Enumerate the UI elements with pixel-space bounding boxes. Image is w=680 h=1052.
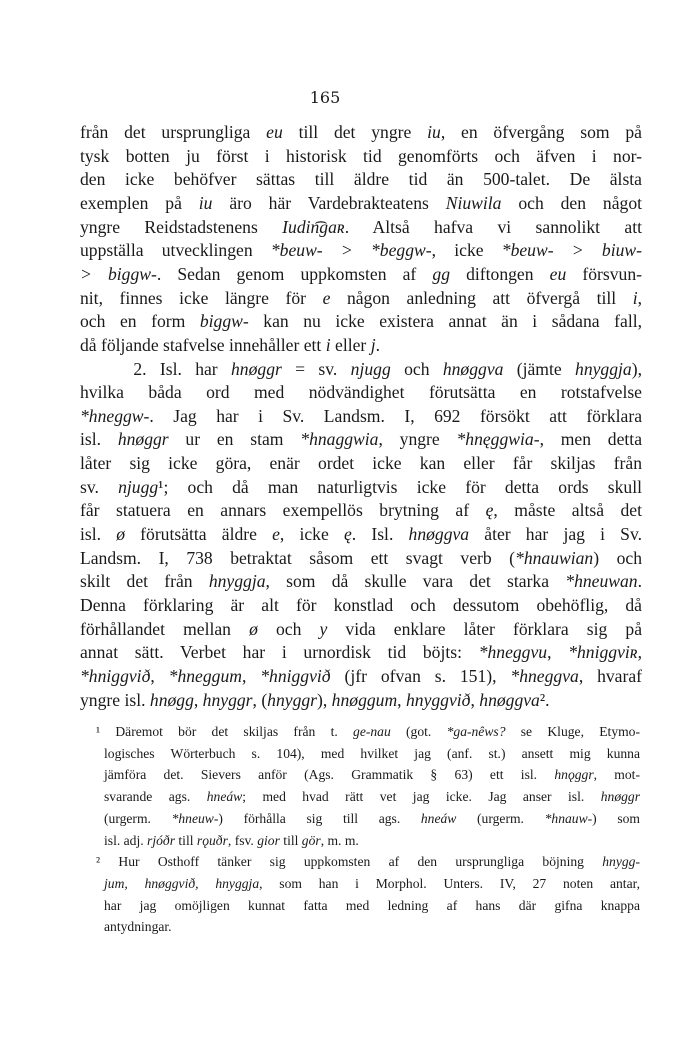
italic-text: hnøggva — [442, 358, 504, 379]
text-segment: 2. Isl. har — [80, 358, 231, 379]
text-segment: , som han i Morphol. Unters. IV, 27 noten antar, — [259, 875, 640, 891]
text-segment: = sv. — [281, 358, 351, 379]
italic-text: njugg — [350, 358, 391, 379]
text-segment: , men detta — [539, 429, 642, 450]
italic-text: j — [370, 334, 376, 355]
text-segment: eller — [330, 334, 371, 355]
text-segment: sv. — [80, 476, 119, 497]
text-segment: yngre Reidstadstenens — [80, 216, 283, 237]
text-segment: . Altså hafva vi sannolikt att — [344, 216, 643, 237]
italic-text: Niuwila — [445, 192, 502, 213]
italic-text: hneáw — [206, 789, 243, 805]
italic-text: hnǫggr — [554, 767, 594, 783]
italic-text: *hnauwian — [515, 547, 594, 568]
text-segment: skilt det från — [80, 571, 209, 592]
italic-text: *hniggvið — [260, 665, 331, 686]
italic-text: e — [272, 524, 280, 545]
italic-text: *hneggum — [168, 665, 242, 686]
text-line — [80, 146, 642, 167]
text-segment: hvilka båda ord med nödvändighet förutsätta en rotstafvelse — [80, 382, 642, 403]
text-segment: isl. adj. — [104, 832, 148, 848]
text-segment: se Kluge, Etymo- — [505, 724, 641, 739]
text-line — [80, 477, 642, 498]
italic-text: *hneggvu — [478, 642, 548, 663]
text-segment: . Isl. — [351, 524, 409, 545]
text-segment: och — [257, 618, 320, 639]
text-segment: , — [547, 642, 569, 663]
italic-text: *beuw- > *beggw- — [270, 240, 432, 261]
text-segment: , — [637, 287, 642, 308]
text-segment: . — [637, 571, 642, 592]
italic-text: i — [325, 334, 331, 355]
text-segment: jämföra det. Sievers anför (Ags. Grammatik § 63) ett isl. — [104, 767, 555, 783]
text-segment: , — [470, 689, 480, 710]
italic-text: i — [632, 287, 638, 308]
text-segment: till — [175, 832, 197, 848]
text-line — [80, 571, 642, 592]
italic-text: ę — [485, 500, 494, 521]
page-number: 165 — [309, 88, 341, 107]
text-segment: och — [390, 358, 443, 379]
footnote-line — [104, 767, 640, 783]
text-segment: tysk botten ju först i historisk tid genomförts och äfven i nor- — [80, 145, 642, 166]
text-segment: låter sig icke göra, enär ordet icke kan eller får skiljas från — [80, 453, 642, 474]
text-segment: ; med hvad rätt vet jag icke. Jag anser isl. — [242, 789, 601, 805]
text-segment: ur en stam — [168, 429, 301, 450]
italic-text: *hniggvið — [80, 665, 151, 686]
text-segment: . Jag har i Sv. Landsm. I, 692 försökt att förklara — [149, 405, 642, 426]
italic-text: *hnauw- — [544, 810, 593, 826]
italic-text: *hneggva — [510, 665, 579, 686]
text-line — [80, 288, 642, 309]
text-line — [80, 690, 642, 711]
text-segment: åter har jag i Sv. — [469, 524, 643, 545]
italic-text: njugg — [118, 476, 159, 497]
text-line — [80, 666, 642, 687]
text-line — [80, 169, 642, 190]
text-segment: och en form — [80, 311, 200, 332]
italic-text: *hneuw- — [171, 810, 219, 826]
text-segment: (got. — [390, 724, 447, 739]
footnote-line — [104, 876, 640, 892]
text-segment: diftongen — [449, 263, 550, 284]
italic-text: *beuw- > biuw- — [501, 240, 642, 261]
text-segment: isl. — [80, 429, 118, 450]
footnote-line — [96, 724, 640, 740]
text-segment: Denna förklaring är alt för konstlad och dessutom obehöflig, då — [80, 595, 642, 615]
italic-text: iu — [427, 122, 441, 142]
text-segment: äro här Vardebrakteatens — [212, 192, 446, 213]
text-line — [80, 524, 642, 545]
italic-text: eu — [549, 263, 567, 284]
italic-text: y — [319, 618, 328, 639]
text-segment: förutsätta äldre — [125, 524, 273, 545]
italic-text: rǫuðr — [196, 832, 228, 848]
text-segment: svarande ags. — [104, 789, 207, 805]
text-segment: då följande stafvelse innehåller ett — [80, 334, 326, 355]
text-segment: Landsm. I, 738 betraktat såsom ett svagt verb ( — [80, 547, 516, 568]
text-segment: , måste altså det — [493, 500, 642, 521]
text-segment: från det ursprungliga — [80, 122, 267, 142]
italic-text: eu — [266, 122, 283, 142]
text-segment: uppställa utvecklingen — [80, 240, 271, 261]
italic-text: ge-nau — [353, 724, 391, 739]
italic-text: gör — [301, 832, 321, 848]
text-segment: försvun- — [566, 263, 642, 284]
text-segment: ), — [317, 689, 332, 710]
italic-text: Iudin͡gaʀ — [282, 216, 345, 237]
italic-text: ę — [343, 524, 352, 545]
text-segment: yngre isl. — [80, 689, 150, 710]
italic-text: *hneggw- — [80, 405, 150, 426]
italic-text: hnyggvið — [405, 689, 471, 710]
footnote-line — [104, 746, 640, 762]
italic-text: *hneuwan — [565, 571, 638, 592]
text-segment: nit, finnes icke längre för — [80, 287, 323, 308]
italic-text: *ga-nêws? — [446, 724, 506, 739]
text-segment: ¹ Däremot bör det skiljas från t. — [96, 724, 354, 739]
text-line — [80, 311, 642, 332]
text-segment: (jfr ofvan s. 151), — [330, 665, 511, 686]
italic-text: ø — [249, 618, 258, 639]
italic-text: hnyggr — [202, 689, 253, 710]
text-segment: ) och — [593, 547, 642, 568]
text-segment: . — [375, 334, 380, 355]
text-segment: ¹; och då man naturligtvis icke för detta ords skull — [158, 476, 642, 497]
text-segment: , yngre — [378, 429, 457, 450]
text-segment: och den något — [501, 192, 643, 213]
text-segment: ), — [631, 358, 642, 379]
text-segment: isl. — [80, 524, 117, 545]
italic-text: e — [322, 287, 331, 308]
footnote-line — [104, 898, 640, 914]
text-line — [80, 500, 642, 521]
text-segment: exemplen på — [80, 192, 199, 213]
italic-text: *hnaggwia — [300, 429, 379, 450]
text-segment: till det yngre — [282, 122, 428, 142]
text-line — [80, 193, 642, 214]
italic-text: > biggw- — [80, 263, 157, 284]
text-line — [80, 548, 642, 569]
italic-text: rjóðr — [147, 832, 175, 848]
footnote-line — [104, 811, 640, 827]
italic-text: hnøggva — [408, 524, 470, 545]
italic-text: hnøggr — [117, 429, 169, 450]
text-segment: , — [241, 665, 261, 686]
text-segment: , — [637, 642, 642, 663]
text-line — [80, 359, 642, 380]
italic-text: hnyggja — [208, 571, 266, 592]
italic-text: biggw- — [199, 311, 249, 332]
footnote-line — [96, 854, 640, 870]
text-line — [80, 122, 642, 143]
text-segment: , — [150, 665, 169, 686]
italic-text: hnøgg — [149, 689, 194, 710]
text-line — [80, 335, 642, 356]
text-segment: ² Hur Osthoff tänker sig uppkomsten af den ursprungliga böjning — [96, 854, 603, 870]
text-segment: . Sedan genom uppkomsten af — [156, 263, 433, 284]
text-segment: , icke — [279, 524, 344, 545]
text-segment: , mot- — [593, 767, 640, 783]
text-segment: vida enklare låter förklara sig på — [327, 618, 643, 639]
text-segment: förhållandet mellan — [80, 618, 250, 639]
text-segment: (jämte — [503, 358, 576, 379]
text-segment: ². — [539, 689, 550, 710]
text-segment: den icke behöfver sättas till äldre tid än 500-talet. De älsta — [80, 169, 642, 190]
italic-text: hneáw — [420, 810, 457, 826]
text-line — [80, 619, 642, 640]
italic-text: hnygg- — [602, 854, 640, 870]
text-segment: till — [279, 832, 302, 848]
text-segment: annat sätt. Verbet har i urnordisk tid böjts: — [80, 642, 479, 663]
text-segment: (urgerm. — [456, 810, 545, 826]
text-segment: , som då skulle vara det starka — [265, 571, 566, 592]
italic-text: hnøggr — [231, 358, 282, 379]
footnote-line — [104, 919, 640, 935]
text-segment: , hvaraf — [578, 665, 643, 686]
italic-text: hnøggr — [600, 789, 640, 805]
text-segment: , en öfvergång som på — [440, 122, 642, 142]
text-line — [80, 595, 642, 616]
text-segment: ) förhålla sig till ags. — [218, 810, 421, 826]
italic-text: gg — [432, 263, 450, 284]
text-segment: , m. m. — [320, 832, 359, 848]
text-segment: (urgerm. — [104, 810, 172, 826]
text-segment: har jag omöjligen kunnat fatta med ledning af hans där gifna knappa — [104, 897, 640, 913]
text-segment: , — [193, 689, 203, 710]
italic-text: hnøggum — [331, 689, 398, 710]
text-segment: kan nu icke existera annat än i sådana fall, — [248, 311, 642, 332]
italic-text: hnyggr — [267, 689, 318, 710]
text-line — [80, 382, 642, 403]
text-segment: , fsv. — [227, 832, 258, 848]
text-segment: någon anledning att öfvergå till — [330, 287, 633, 308]
text-segment: får statuera en annars exempellös brytning af — [80, 500, 486, 521]
italic-text: jum, hnøggvið, hnyggja — [104, 875, 260, 891]
text-segment: , icke — [431, 240, 502, 261]
text-line — [80, 217, 642, 238]
italic-text: hnøggva — [479, 689, 540, 710]
text-segment: , — [397, 689, 406, 710]
italic-text: ø — [116, 524, 125, 545]
text-segment: ) som — [592, 810, 640, 826]
italic-text: gior — [257, 832, 280, 848]
footnote-line — [104, 789, 640, 805]
italic-text: *hnęggwia- — [456, 429, 540, 450]
text-line — [80, 642, 642, 663]
italic-text: *hniggviʀ — [568, 642, 638, 663]
italic-text: hnyggja — [575, 358, 632, 379]
text-line — [80, 453, 642, 474]
footnote-line — [104, 833, 640, 849]
text-segment: antydningar. — [104, 919, 172, 935]
text-line — [80, 406, 642, 427]
text-line — [80, 429, 642, 450]
text-segment: logisches Wörterbuch s. 104), med hvilket jag (anf. st.) ansett mig kunna — [104, 745, 640, 761]
text-line — [80, 240, 642, 261]
text-line — [80, 264, 642, 285]
italic-text: iu — [198, 192, 213, 213]
text-segment: , ( — [252, 689, 268, 710]
